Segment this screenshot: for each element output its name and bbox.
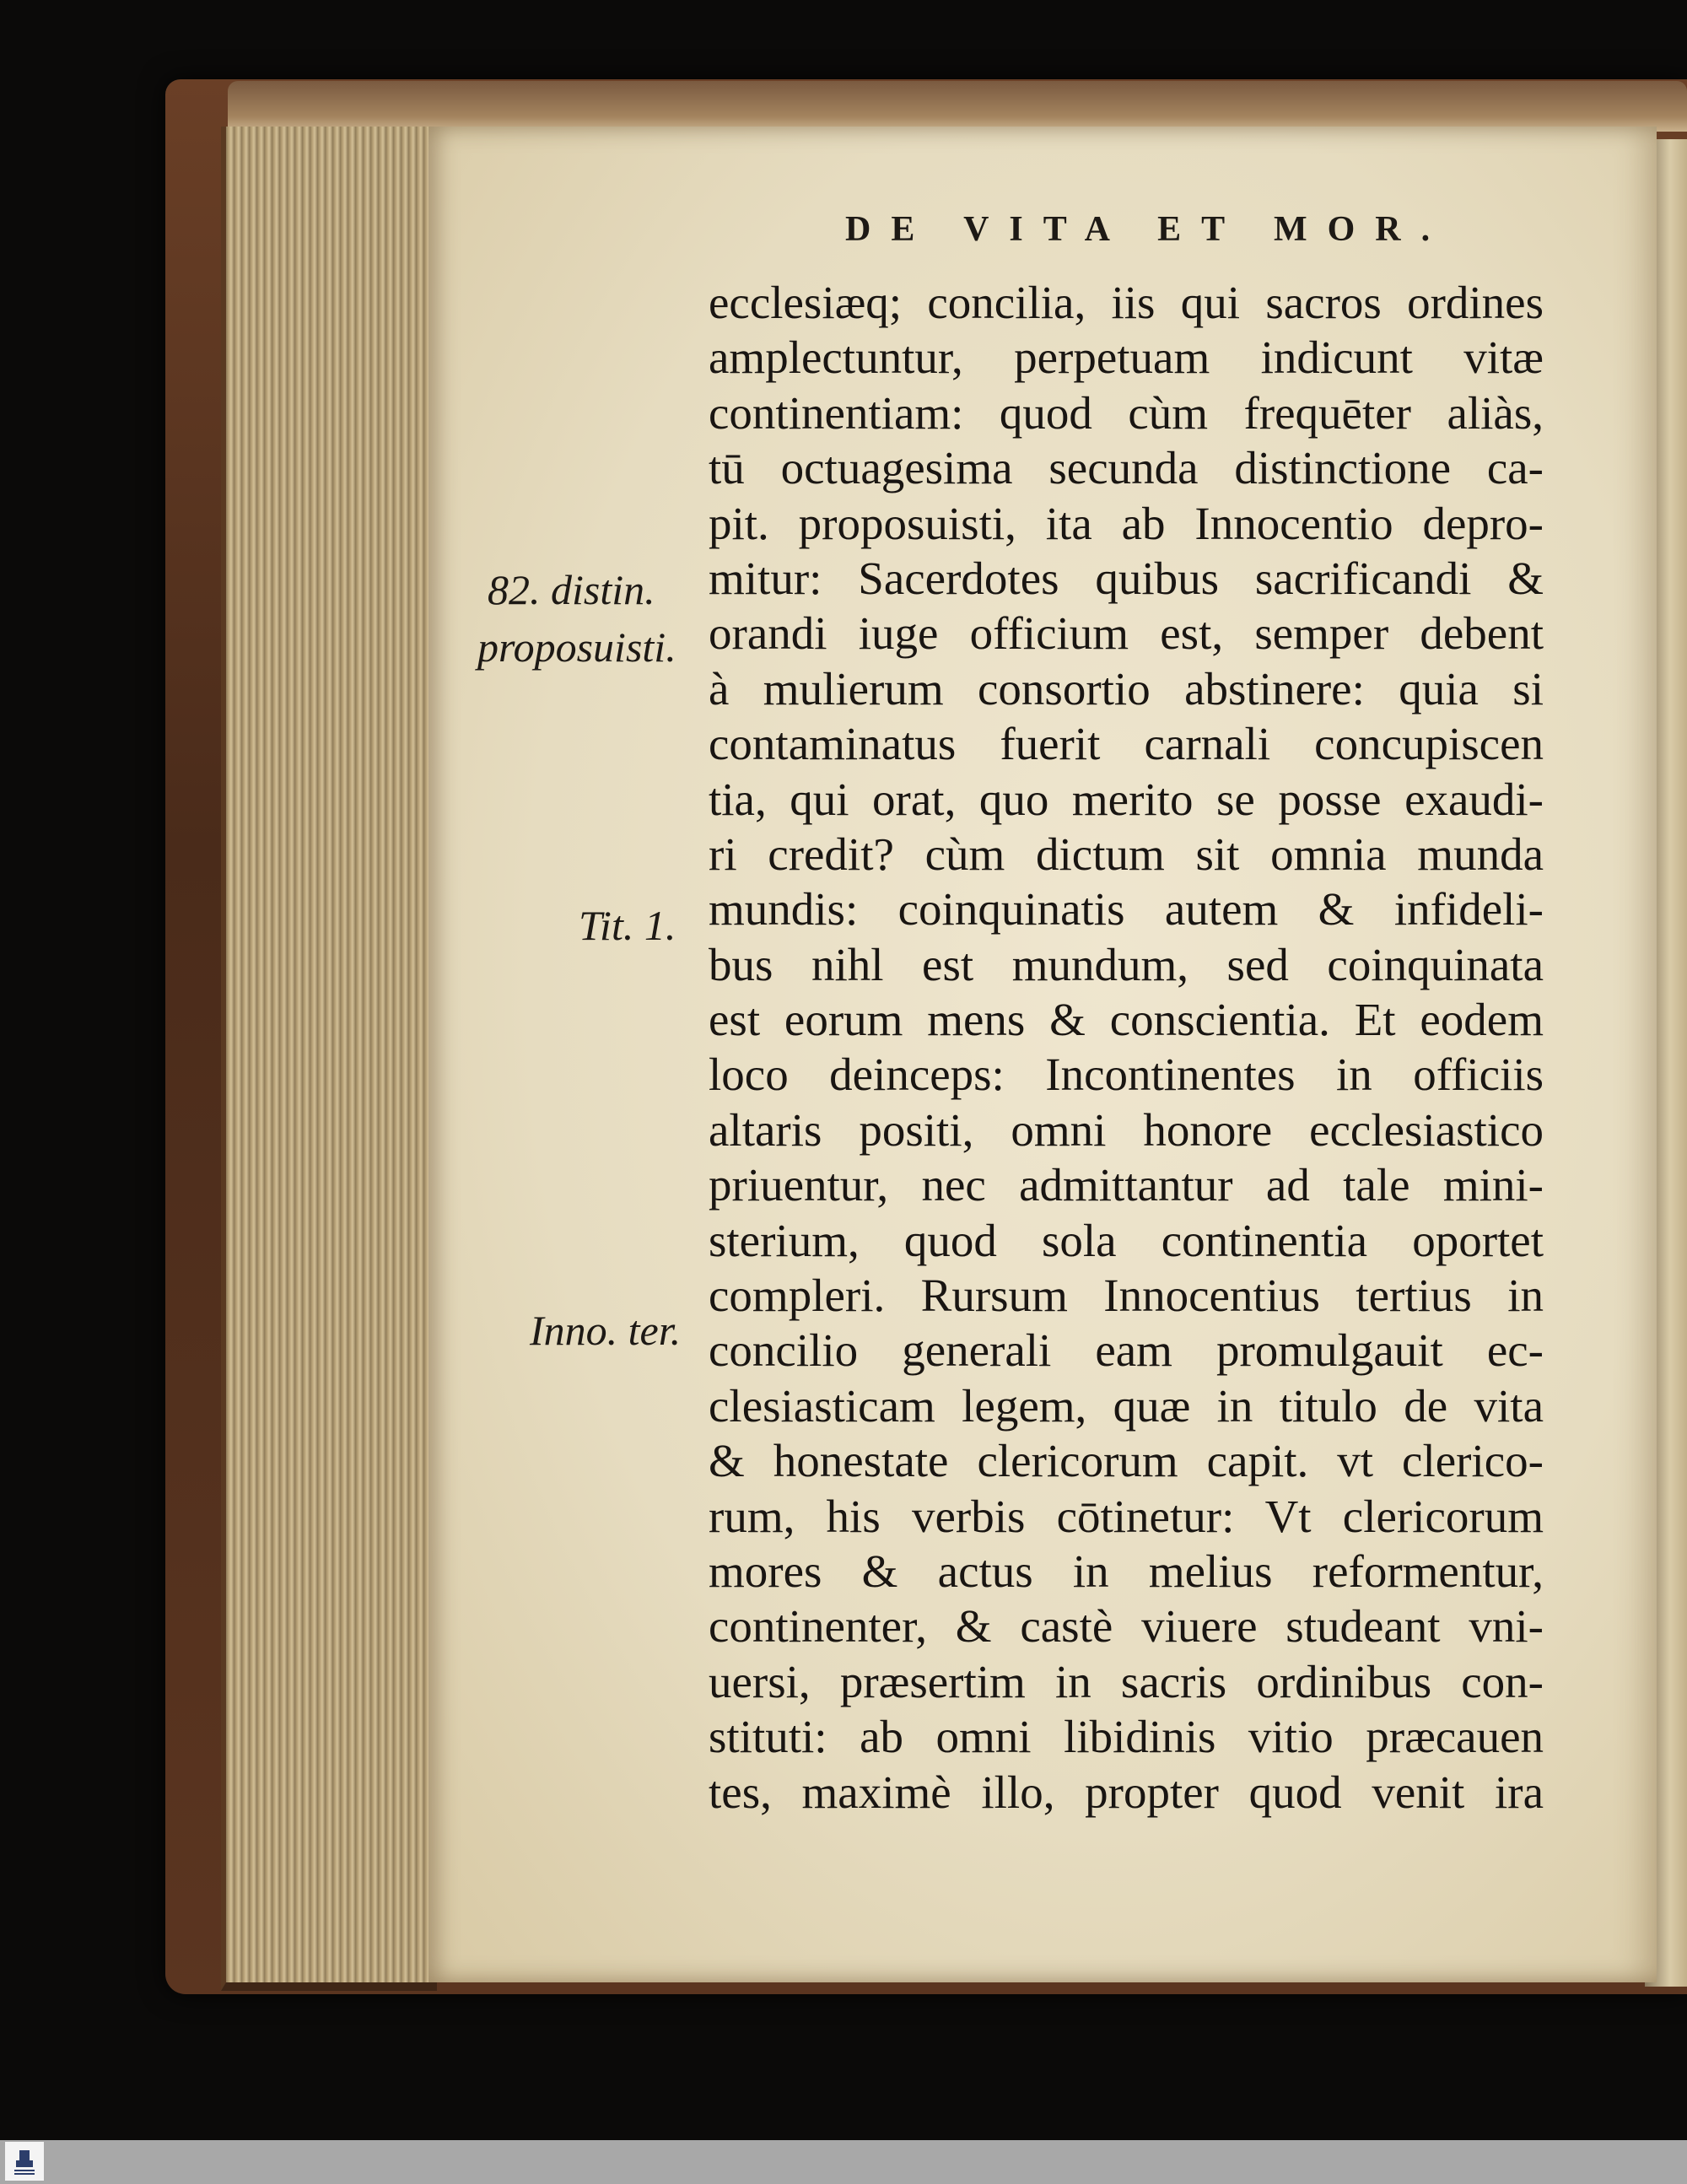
text-line: est eorum mens & conscientia. Et eodem <box>709 994 1544 1046</box>
text-line: ecclesiæq; concilia, iis qui sacros ordines <box>709 277 1544 328</box>
running-head: DE VITA ET MOR. <box>845 210 1451 249</box>
body-text <box>709 275 1544 1820</box>
text-line: clesiasticam legem, quæ in titulo de vita <box>709 1379 1544 1432</box>
text-line: & honestate clericorum capit. vt clerico- <box>709 1435 1544 1487</box>
text-line: continenter, & castè viuere studeant vni- <box>709 1600 1544 1653</box>
text-line: uersi, præsertim in sacris ordinibus con- <box>709 1655 1544 1707</box>
text-line: à mulierum consortio abstinere: quia si <box>709 662 1544 715</box>
marginal-note-distin: 82. distin. <box>488 566 655 613</box>
text-line: loco deinceps: Incontinentes in officiis <box>709 1049 1544 1101</box>
library-logo-icon <box>5 2142 44 2181</box>
text-line: mitur: Sacerdotes quibus sacrificandi & <box>709 552 1544 604</box>
text-line: mores & actus in melius reformentur, <box>709 1545 1544 1597</box>
text-line: contaminatus fuerit carnali concupiscen <box>709 718 1544 770</box>
viewer-bottom-bar <box>0 2140 1687 2184</box>
text-line: sterium, quod sola continentia oportet <box>709 1214 1544 1266</box>
text-line: stituti: ab omni libidinis vitio præcauen <box>709 1711 1544 1763</box>
text-line: amplectuntur, perpetuam indicunt vitæ <box>709 332 1544 384</box>
text-line: bus nihl est mundum, sed coinquinata <box>709 938 1544 990</box>
text-line: compleri. Rursum Innocentius tertius in <box>709 1270 1544 1322</box>
text-line: tū octuagesima secunda distinctione ca- <box>709 442 1544 494</box>
page-block-edge <box>221 127 437 1991</box>
text-line: tes, maximè illo, propter quod venit ira <box>709 1766 1544 1818</box>
text-line: priuentur, nec admittantur ad tale mini- <box>709 1159 1544 1211</box>
text-line: rum, his verbis cōtinetur: Vt clericorum <box>709 1490 1544 1542</box>
text-line: continentiam: quod cùm frequēter aliàs, <box>709 386 1544 439</box>
text-line: tia, qui orat, quo merito se posse exaudi- <box>709 773 1544 825</box>
text-line: concilio generali eam promulgauit ec- <box>709 1324 1544 1377</box>
book-top-edge <box>228 81 1687 132</box>
text-line: altaris positi, omni honore ecclesiastico <box>709 1103 1544 1156</box>
marginal-note-innocent: Inno. ter. <box>530 1307 682 1354</box>
text-line: pit. proposuisti, ita ab Innocentio depro- <box>709 497 1544 549</box>
text-line: orandi iuge officium est, semper debent <box>709 607 1544 660</box>
text-line: ri credit? cùm dictum sit omnia munda <box>709 828 1544 880</box>
marginal-note-titus: Tit. 1. <box>579 902 676 949</box>
text-line: mundis: coinquinatis autem & infideli- <box>709 883 1544 936</box>
marginal-note-proposuisti: proposuisti. <box>477 623 676 671</box>
